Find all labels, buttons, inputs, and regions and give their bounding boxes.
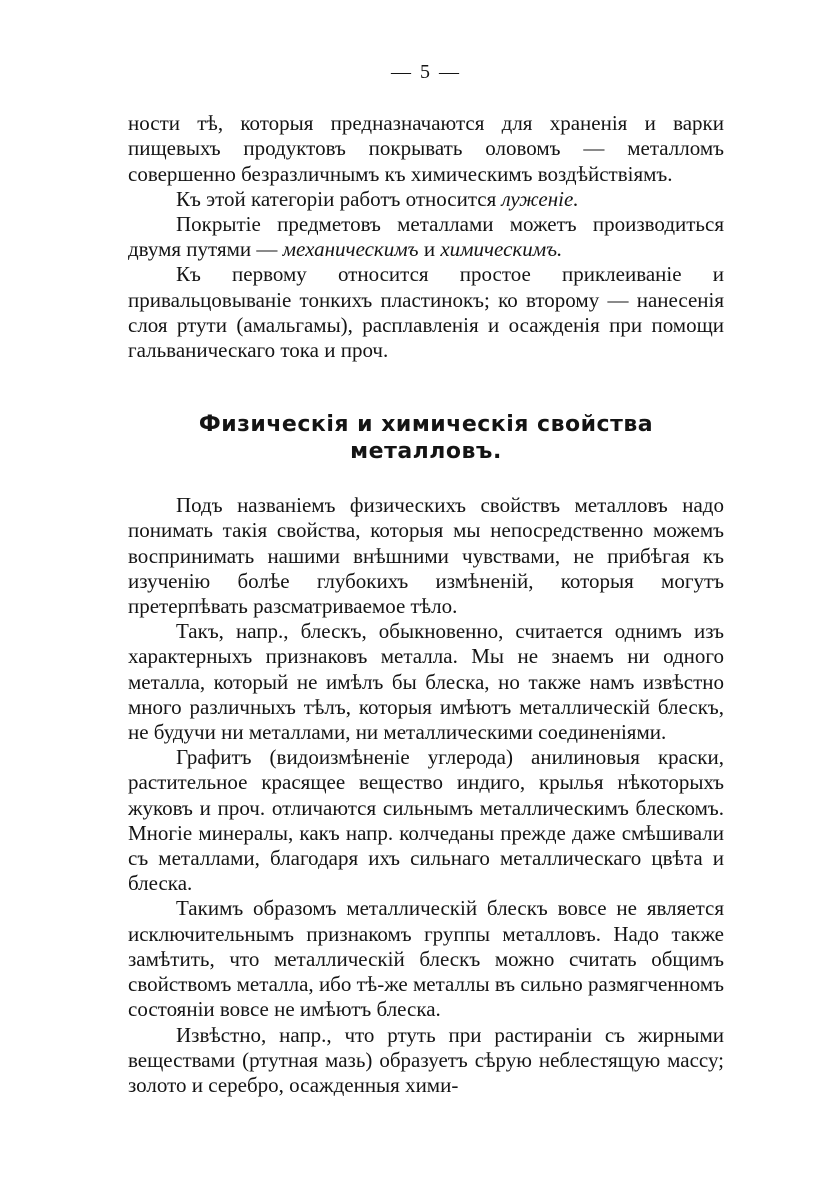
intro-paragraph-3 <box>128 212 724 262</box>
intro-paragraph-3-and: и <box>418 237 441 262</box>
intro-paragraph-2-text: Къ этой категоріи работъ относится <box>176 186 502 211</box>
section-title: Физическія и химическія свойства металловъ. <box>198 412 654 465</box>
intro-paragraph-2 <box>128 187 724 212</box>
term-chemical: химическимъ. <box>440 237 563 262</box>
body-paragraph-5: Извѣстно, напр., что ртуть при растираніи съ жирными веществами (ртутная мазь) образуетъ сѣрую неблестящую массу; золото и серебро, осажденныя хими- <box>128 1022 724 1097</box>
intro-paragraph-4: Къ первому относится простое приклеиваніе и привальцовываніе тонкихъ пластинокъ; ко второму — нанесенія слоя ртути (амальгамы), расплавленія и осажденія при помощи гальваническаго тока и проч. <box>128 262 724 363</box>
book-page <box>128 60 724 1098</box>
term-luzhenie: луженіе. <box>501 186 579 211</box>
body-paragraph-1: Подъ названіемъ физическихъ свойствъ металловъ надо понимать такія свойства, которыя мы непосредственно можемъ воспринимать нашими внѣшними чувствами, не прибѣгая къ изученію болѣе глубокихъ измѣненій, которыя могутъ претерпѣвать разсматриваемое тѣло. <box>128 493 724 619</box>
body-paragraph-4: Такимъ образомъ металлическій блескъ вовсе не является исключительнымъ признакомъ группы металловъ. Надо также замѣтить, что металлическій блескъ можно считать общимъ свойствомъ металла, ибо тѣ-же металлы въ сильно размягченномъ состояніи вовсе не имѣютъ блеска. <box>128 896 724 1022</box>
page-number: — 5 — <box>391 61 461 83</box>
intro-paragraph-3-text: Покрытіе предметовъ металлами можетъ производиться двумя путями — <box>128 212 724 262</box>
intro-paragraph-1: ности тѣ, которыя предназначаются для храненія и варки пищевыхъ продуктовъ покрывать оловомъ — металломъ совершенно безразличнымъ къ химическимъ воздѣйствіямъ. <box>128 111 724 186</box>
body-paragraph-2: Такъ, напр., блескъ, обыкновенно, считается однимъ изъ характерныхъ признаковъ металла. Мы не знаемъ ни одного металла, который не имѣлъ бы блеска, но также намъ извѣстно много различныхъ тѣлъ, которыя имѣютъ металлическій блескъ, не будучи ни металлами, ни металлическими соединеніями. <box>128 619 724 745</box>
body-paragraph-3: Графитъ (видоизмѣненіе углерода) анилиновыя краски, растительное красящее вещество индиго, крылья нѣкоторыхъ жуковъ и проч. отличаются сильнымъ металлическимъ блескомъ. Многіе минералы, какъ напр. колчеданы прежде даже смѣшивали съ металлами, благодаря ихъ сильнаго металлическаго цвѣта и блеска. <box>128 745 724 896</box>
term-mechanical: механическимъ <box>282 237 419 262</box>
